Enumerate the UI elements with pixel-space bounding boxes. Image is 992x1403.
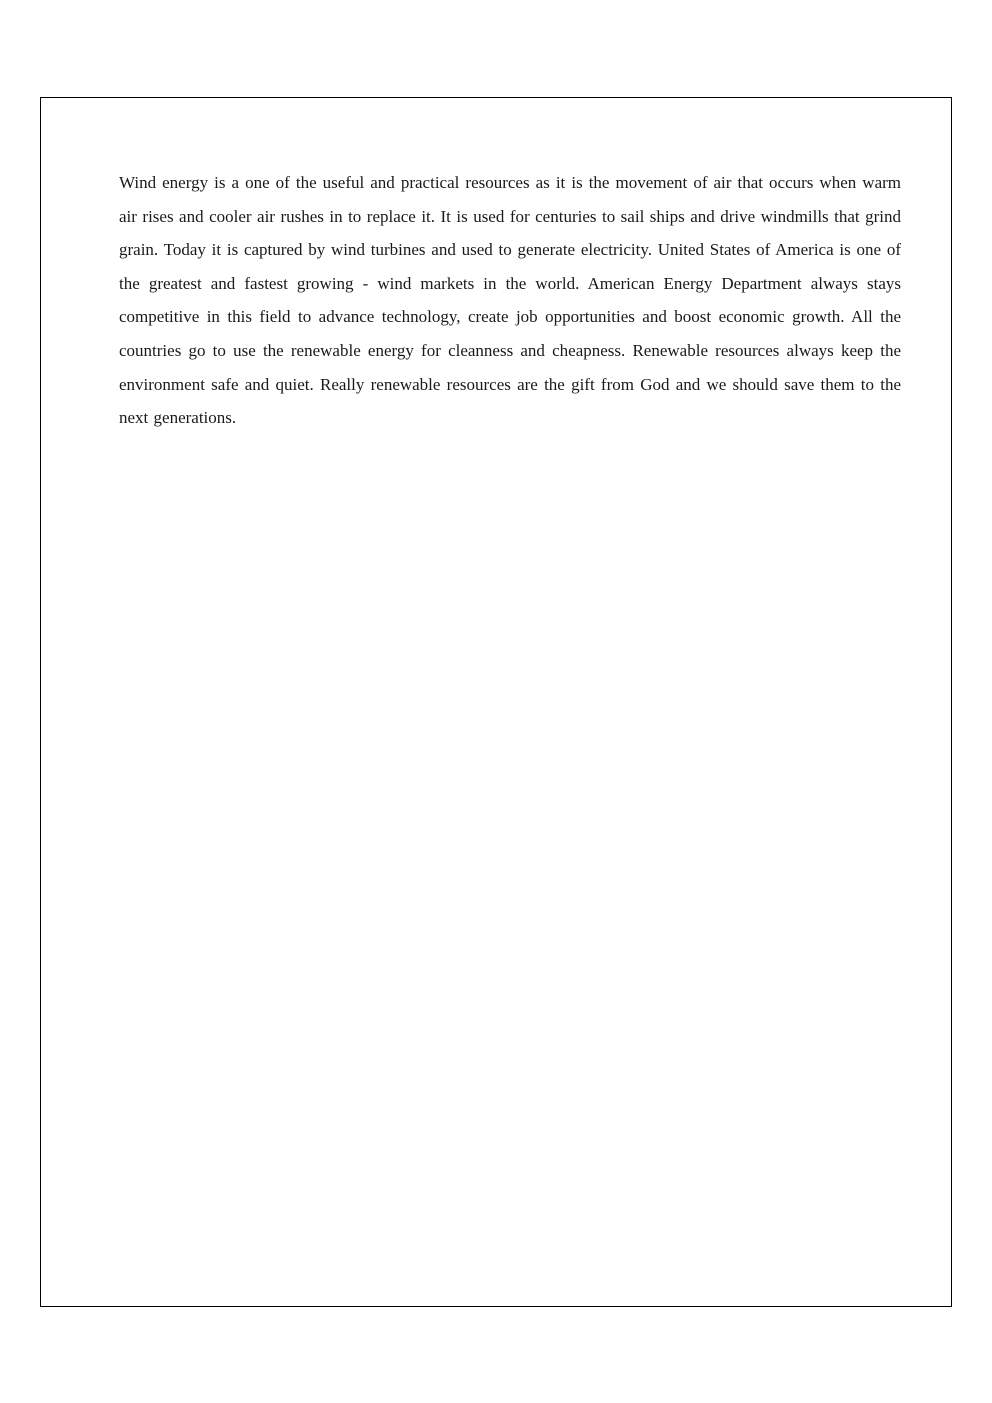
body-paragraph: Wind energy is a one of the useful and practical resources as it is the movement of air that occurs when warm air rises and cooler air rushes in to replace it. It is used for centuries to sail ships and drive windmills that grind grain. Today it is captured by wind turbines and used to generate electricity. United States of America is one of the greatest and fastest growing - wind markets in the world. American Energy Department always stays competitive in this field to advance technology, create job opportunities and boost economic growth. All the countries go to use the renewable energy for cleanness and cheapness. Renewable resources always keep the environment safe and quiet. Really renewable resources are the gift from God and we should save them to the next generations. <box>119 173 901 428</box>
text-block <box>119 166 901 435</box>
page-border <box>40 97 952 1307</box>
